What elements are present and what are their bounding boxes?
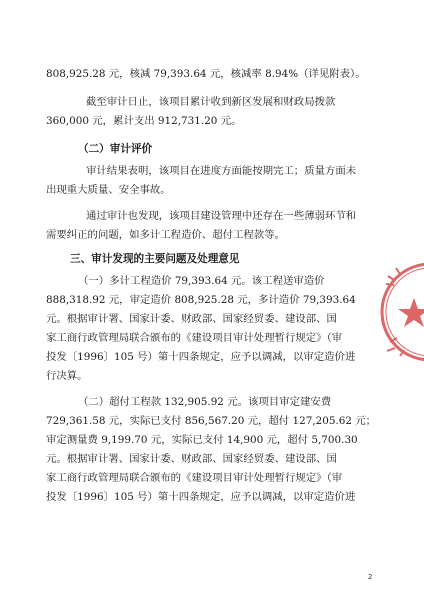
text-line: 808,925.28 元，核减 79,393.64 元，核减率 8.94%（详见附表）。: [46, 68, 366, 80]
text-line: 审定测量费 9,199.70 元，实际已支付 14,900 元，超付 5,700.30: [46, 434, 358, 446]
text-line: 888,318.92 元，审定造价 808,925.28 元，多计造价 79,393.64: [46, 294, 356, 306]
text-line: （一）多计工程造价 79,393.64 元。该工程送审造价: [78, 275, 325, 287]
text-line: 729,361.58 元，实际已支付 856,567.20 元，超付 127,205.62 元；: [46, 415, 377, 427]
text-line: 360,000 元，累计支出 912,731.20 元。: [46, 115, 242, 127]
text-line: 元。根据审计署、国家计委、财政部、国家经贸委、建设部、国: [46, 453, 337, 465]
section-heading: 三、审计发现的主要问题及处理意见: [70, 253, 240, 265]
text-line: 家工商行政管理局联合颁布的《建设项目审计处理暂行规定》（审: [46, 332, 343, 344]
text-line: 行决算。: [46, 370, 88, 382]
text-line: 元。根据审计署、国家计委、财政部、国家经贸委、建设部、国: [46, 313, 337, 325]
text-line: 需要纠正的问题，如多计工程造价、超付工程款等。: [46, 229, 285, 241]
text-line: （二）超付工程款 132,905.92 元。该项目审定建安费: [78, 396, 332, 408]
section-heading: （二）审计评价: [78, 143, 153, 155]
text-line: 审计结果表明，该项目在进度方面能按期完工；质量方面未: [86, 165, 357, 177]
text-line: 投发〔1996〕105 号）第十四条规定，应予以调减，以审定造价进: [46, 491, 356, 503]
text-line: 出现重大质量、安全事故。: [46, 184, 171, 196]
page-number: 2: [368, 573, 373, 581]
official-seal-stamp: [376, 256, 424, 368]
text-line: 投发〔1996〕105 号）第十四条规定，应予以调减，以审定造价进: [46, 351, 356, 363]
text-line: 家工商行政管理局联合颁布的《建设项目审计处理暂行规定》（审: [46, 472, 343, 484]
text-line: 通过审计也发现，该项目建设管理中还存在一些薄弱环节和: [86, 210, 357, 222]
text-line: 截至审计日止，该项目累计收到新区发展和财政局拨款: [86, 96, 336, 108]
